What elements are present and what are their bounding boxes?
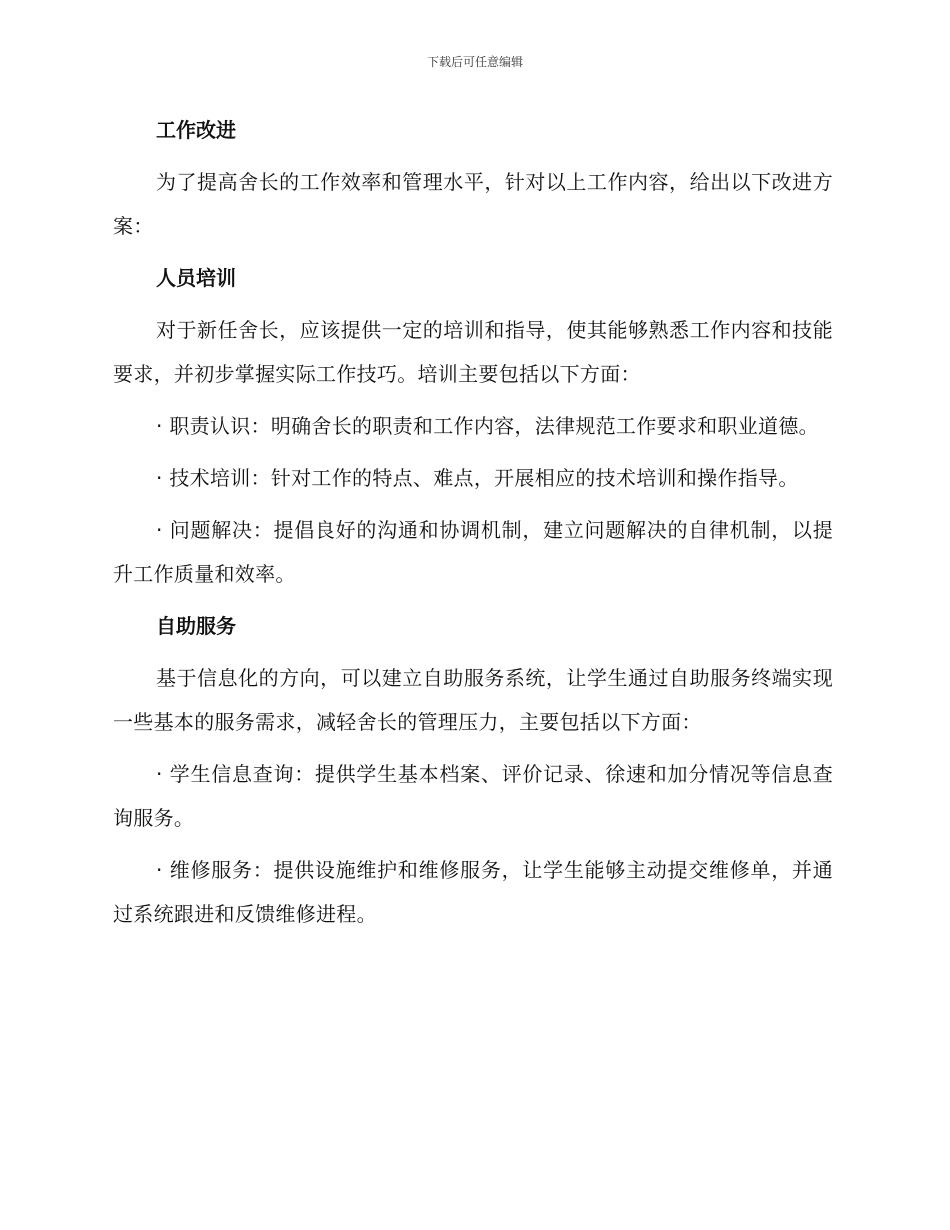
section-heading-work-improvement: 工作改进 [156,118,236,142]
self-service-paragraph: 基于信息化的方向，可以建立自助服务系统，让学生通过自助服务终端实现一些基本的服务需求，减轻舍长的管理压力，主要包括以下方面： [113,666,833,734]
intro-paragraph: 为了提高舍长的工作效率和管理水平，针对以上工作内容，给出以下改进方案： [113,170,833,238]
bullet-maintenance-service: · 维修服务：提供设施维护和维修服务，让学生能够主动提交维修单，并通过系统跟进和反馈维修进程。 [113,858,833,926]
section-heading-self-service: 自助服务 [156,614,236,638]
training-paragraph: 对于新任舍长，应该提供一定的培训和指导，使其能够熟悉工作内容和技能要求，并初步掌握实际工作技巧。培训主要包括以下方面： [113,318,833,386]
document-body [113,108,833,944]
bullet-technical-training: · 技术培训：针对工作的特点、难点，开展相应的技术培训和操作指导。 [156,466,799,490]
bullet-problem-solving: · 问题解决：提倡良好的沟通和协调机制，建立问题解决的自律机制，以提升工作质量和效率。 [113,518,833,586]
bullet-student-info-query: · 学生信息查询：提供学生基本档案、评价记录、徐速和加分情况等信息查询服务。 [113,762,833,830]
page-header: 下载后可任意编辑 [426,55,523,69]
section-heading-staff-training: 人员培训 [156,266,236,290]
bullet-responsibility: · 职责认识：明确舍长的职责和工作内容，法律规范工作要求和职业道德。 [156,414,819,438]
